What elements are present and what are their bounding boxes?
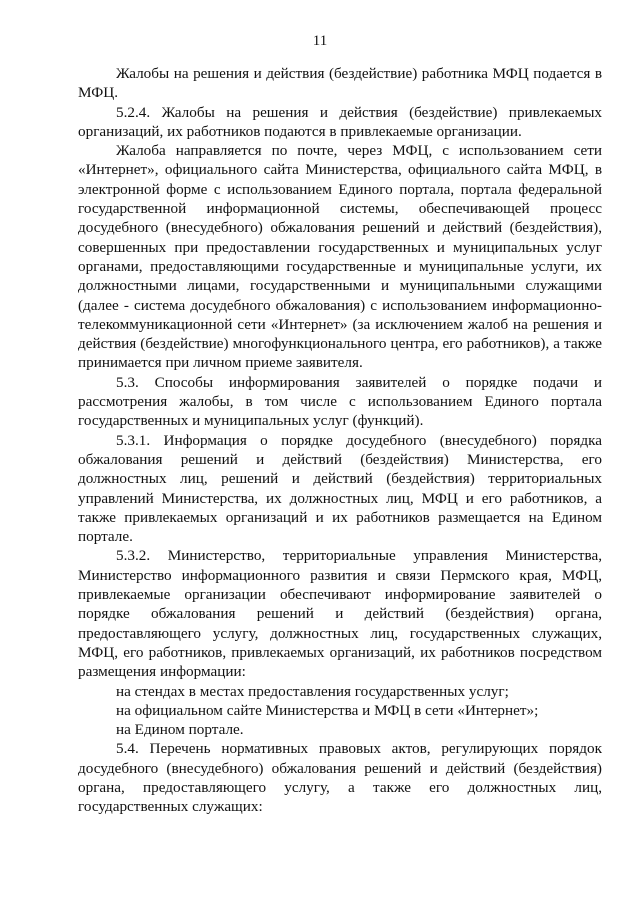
paragraph-5-4: 5.4. Перечень нормативных правовых актов, регулирующих порядок досудебного (внесудебного) обжалования решений и действий (бездействия) органа, предоставляющего услугу, а также его должностных лиц, государственных служащих: bbox=[78, 740, 602, 816]
list-item-unified-portal: на Едином портале. bbox=[116, 721, 244, 739]
paragraph-5-2-4: 5.2.4. Жалобы на решения и действия (бездействие) привлекаемых организаций, их работников подаются в привлекаемые организации. bbox=[78, 103, 602, 140]
paragraph-complaint-channels: Жалоба направляется по почте, через МФЦ, с использованием сети «Интернет», официального сайта Министерства, официального сайта МФЦ, в электронной форме с использованием Единого портала, портала федеральной государственной информационной системы, обеспечивающей процесс досудебного (внесудебного) обжалования решений и действий (бездействия), совершенных при предоставлении государственных и муниципальных услуг органами, предоставляющими государственные и муниципальные услуги, их должностными лицами, государственными и муниципальными служащими (далее - система досудебного обжалования) с использованием информационно-телекоммуникационной сети «Интернет» (за исключением жалоб на решения и действия (бездействие) многофункционального центра, его работников), а также принимается при личном приеме заявителя. bbox=[78, 142, 602, 372]
page-number: 11 bbox=[312, 33, 328, 49]
document-body bbox=[78, 64, 602, 817]
paragraph-5-3-1: 5.3.1. Информация о порядке досудебного (внесудебного) порядка обжалования решений и действий (бездействия) Министерства, его должностных лиц, решений и действий (бездействия) территориальных управлений Министерства, их должностных лиц, МФЦ и его работников, а также привлекаемых организаций и их работников размещается на Едином портале. bbox=[78, 431, 602, 546]
paragraph-5-3-2: 5.3.2. Министерство, территориальные управления Министерства, Министерство информационного развития и связи Пермского края, МФЦ, привлекаемые организации обеспечивают информирование заявителей о порядке обжалования решений и действий (бездействия) органа, предоставляющего услугу, должностных лиц, государственных служащих, МФЦ, его работников, привлекаемых организаций, их работников посредством размещения информации: bbox=[78, 547, 602, 681]
paragraph-5-3: 5.3. Способы информирования заявителей о порядке подачи и рассмотрения жалобы, в том числе с использованием Единого портала государственных и муниципальных услуг (функций). bbox=[78, 373, 602, 430]
list-item-official-site: на официальном сайте Министерства и МФЦ в сети «Интернет»; bbox=[116, 701, 539, 719]
list-item-stands: на стендах в местах предоставления государственных услуг; bbox=[116, 682, 509, 700]
paragraph-mfc-complaints: Жалобы на решения и действия (бездействие) работника МФЦ подается в МФЦ. bbox=[78, 65, 602, 102]
